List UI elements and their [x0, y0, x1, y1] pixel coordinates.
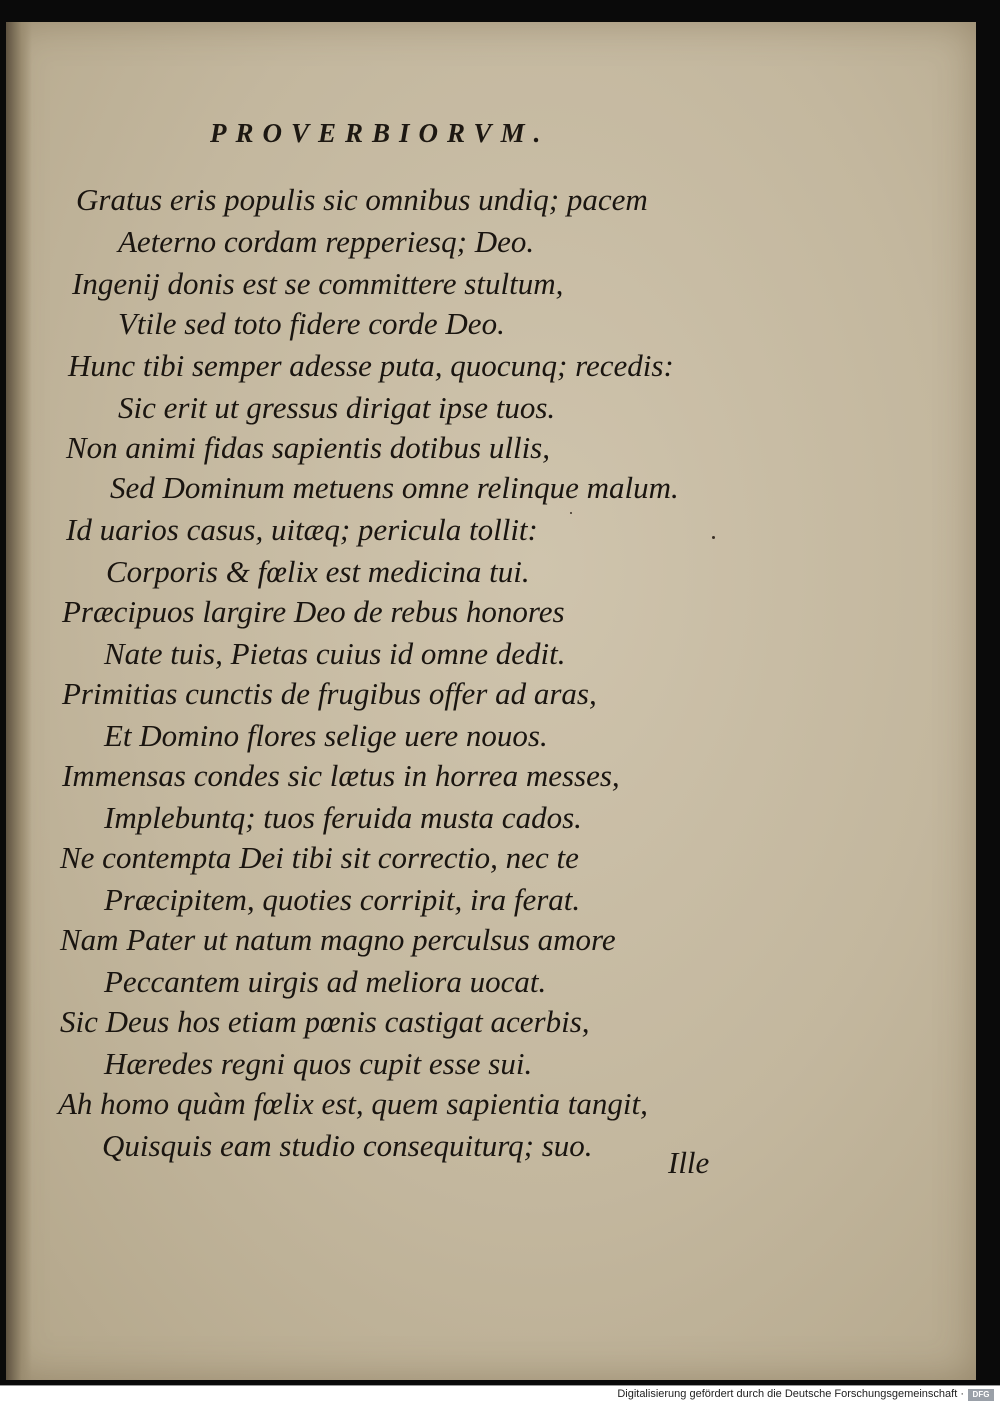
verse-line: Peccantem uirgis ad meliora uocat. — [104, 964, 547, 999]
footer-bar — [0, 1385, 1000, 1405]
verse-line: Præcipuos largire Deo de rebus honores — [62, 594, 565, 629]
verse-line: Hunc tibi semper adesse puta, quocunq; recedis: — [68, 348, 674, 383]
verse-line: Nate tuis, Pietas cuius id omne dedit. — [104, 636, 566, 671]
verse-line: Præcipitem, quoties corripit, ira ferat. — [104, 882, 581, 917]
verse-line: Nam Pater ut natum magno perculsus amore — [60, 922, 616, 957]
verse-line: Gratus eris populis sic omnibus undiq; pacem — [76, 182, 648, 217]
dfg-logo: DFG — [968, 1389, 994, 1401]
paper-speck — [712, 536, 715, 539]
verse-line: Sed Dominum metuens omne relinque malum. — [110, 470, 679, 505]
verse-line: Aeterno cordam repperiesq; Deo. — [118, 224, 535, 259]
verse-line: Ne contempta Dei tibi sit correctio, nec te — [60, 840, 579, 875]
verse-line: Sic Deus hos etiam pœnis castigat acerbis, — [60, 1004, 590, 1039]
verse-line: Vtile sed toto fidere corde Deo. — [118, 306, 505, 341]
verse-line: Id uarios casus, uitæq; pericula tollit: — [66, 512, 538, 547]
verse-line: Immensas condes sic lætus in horrea messes, — [62, 758, 620, 793]
paper-speck — [570, 512, 572, 514]
verse-line: Primitias cunctis de frugibus offer ad aras, — [62, 676, 597, 711]
funding-credit: Digitalisierung gefördert durch die Deutsche Forschungsgemeinschaft · — [617, 1388, 964, 1400]
verse-line: Quisquis eam studio consequiturq; suo. — [102, 1128, 593, 1163]
verse-line: Et Domino flores selige uere nouos. — [104, 718, 548, 753]
verse-line: Hæredes regni quos cupit esse sui. — [104, 1046, 533, 1081]
verse-line: Ah homo quàm fœlix est, quem sapientia tangit, — [58, 1086, 648, 1121]
verse-line: Sic erit ut gressus dirigat ipse tuos. — [118, 390, 556, 425]
verse-line: Implebuntq; tuos feruida musta cados. — [104, 800, 582, 835]
running-header: PROVERBIORVM. — [210, 118, 550, 148]
catchword: Ille — [668, 1145, 710, 1180]
verse-line: Non animi fidas sapientis dotibus ullis, — [66, 430, 550, 465]
verse-line: Corporis & fœlix est medicina tui. — [106, 554, 530, 589]
verse-line: Ingenij donis est se committere stultum, — [72, 266, 564, 301]
